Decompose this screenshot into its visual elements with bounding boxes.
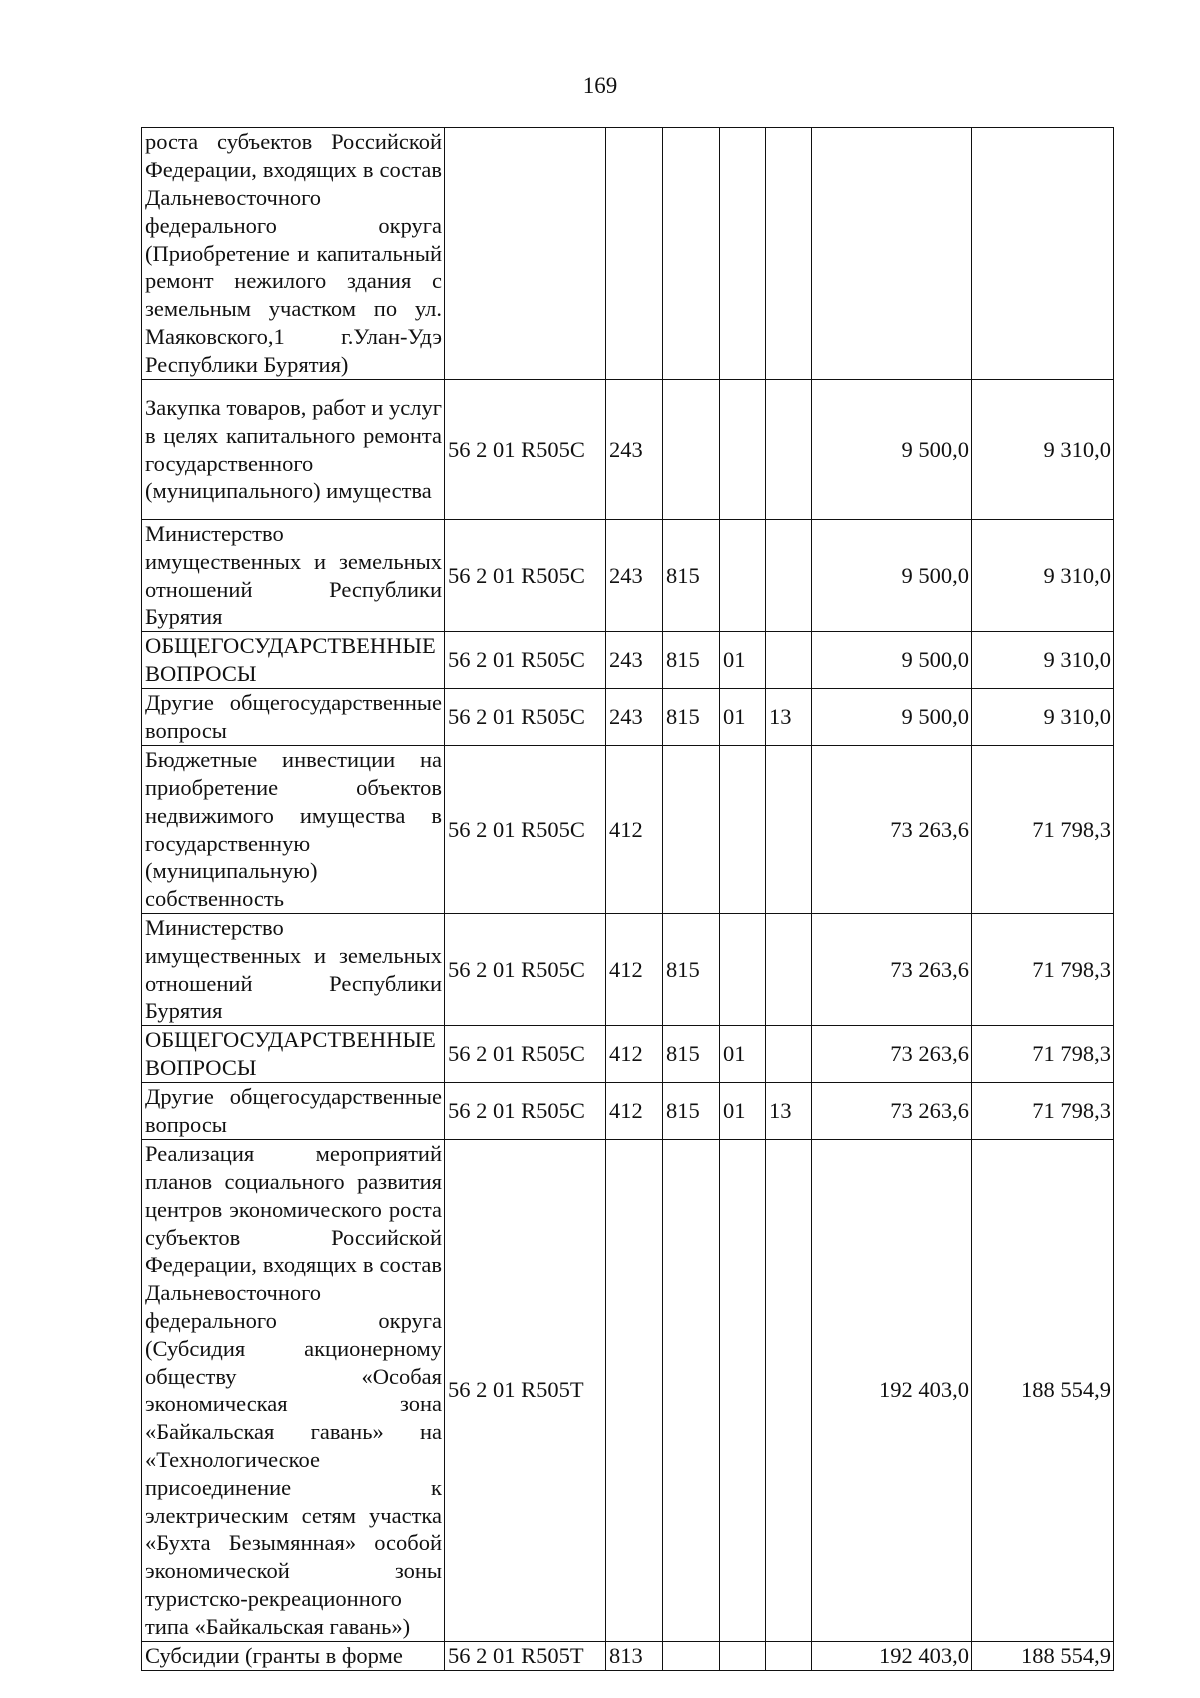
subsection-code-cell — [766, 1026, 812, 1083]
amount-1-cell: 73 263,6 — [812, 1026, 972, 1083]
amount-2-cell: 9 310,0 — [972, 689, 1114, 746]
subsection-code-cell — [766, 746, 812, 914]
amount-2-cell: 71 798,3 — [972, 746, 1114, 914]
ministry-code-cell: 815 — [663, 913, 720, 1025]
expense-type-cell: 243 — [606, 520, 663, 632]
expense-type-cell: 412 — [606, 746, 663, 914]
table-row — [142, 689, 1114, 746]
row-name-cell: Министерство имущественных и земельных отношений Республики Бурятия — [142, 913, 445, 1025]
target-article-cell: 56 2 01 R505C — [445, 1083, 606, 1140]
amount-1-cell: 73 263,6 — [812, 746, 972, 914]
amount-2-cell: 71 798,3 — [972, 1026, 1114, 1083]
target-article-cell — [445, 128, 606, 380]
section-code-cell — [720, 1140, 766, 1641]
subsection-code-cell: 13 — [766, 689, 812, 746]
row-name-cell: Закупка товаров, работ и услуг в целях капитального ремонта государственного (муниципального) имущества — [142, 380, 445, 520]
section-code-cell — [720, 746, 766, 914]
expense-type-cell: 243 — [606, 689, 663, 746]
row-name-cell: Реализация мероприятий планов социального развития центров экономического роста субъектов Российской Федерации, входящих в состав Дальневосточного федерального округа (Субсидия акционерному обществу «Особая экономическая зона «Байкальская гавань» на «Технологическое присоединение к электрическим сетям участка «Бухта Безымянная» особой экономической зоны туристско-рекреационного типа «Байкальская гавань») — [142, 1140, 445, 1641]
ministry-code-cell — [663, 1641, 720, 1670]
amount-1-cell — [812, 128, 972, 380]
section-code-cell — [720, 128, 766, 380]
row-name-cell: ОБЩЕГОСУДАРСТВЕННЫЕ ВОПРОСЫ — [142, 632, 445, 689]
table-row — [142, 1140, 1114, 1641]
ministry-code-cell — [663, 1140, 720, 1641]
row-name-cell: роста субъектов Российской Федерации, входящих в состав Дальневосточного федерального округа (Приобретение и капитальный ремонт нежилого здания с земельным участком по ул. Маяковского,1 г.Улан-Удэ Республики Бурятия) — [142, 128, 445, 380]
table-row — [142, 128, 1114, 380]
section-code-cell: 01 — [720, 689, 766, 746]
subsection-code-cell — [766, 380, 812, 520]
ministry-code-cell: 815 — [663, 689, 720, 746]
subsection-code-cell — [766, 520, 812, 632]
target-article-cell: 56 2 01 R505T — [445, 1140, 606, 1641]
page-number: 169 — [582, 73, 618, 98]
expense-type-cell — [606, 128, 663, 380]
subsection-code-cell — [766, 913, 812, 1025]
section-code-cell — [720, 520, 766, 632]
row-name-cell: Другие общегосударственные вопросы — [142, 689, 445, 746]
row-name-cell: Министерство имущественных и земельных отношений Республики Бурятия — [142, 520, 445, 632]
amount-2-cell: 71 798,3 — [972, 1083, 1114, 1140]
table-row — [142, 1641, 1114, 1670]
amount-1-cell: 192 403,0 — [812, 1140, 972, 1641]
expense-type-cell: 243 — [606, 632, 663, 689]
expense-type-cell: 813 — [606, 1641, 663, 1670]
table-row — [142, 520, 1114, 632]
ministry-code-cell: 815 — [663, 520, 720, 632]
target-article-cell: 56 2 01 R505C — [445, 913, 606, 1025]
amount-2-cell: 9 310,0 — [972, 520, 1114, 632]
amount-2-cell: 71 798,3 — [972, 913, 1114, 1025]
row-name-cell: ОБЩЕГОСУДАРСТВЕННЫЕ ВОПРОСЫ — [142, 1026, 445, 1083]
amount-1-cell: 9 500,0 — [812, 632, 972, 689]
table-row — [142, 913, 1114, 1025]
ministry-code-cell — [663, 380, 720, 520]
amount-1-cell: 73 263,6 — [812, 1083, 972, 1140]
section-code-cell — [720, 913, 766, 1025]
expense-type-cell: 243 — [606, 380, 663, 520]
row-name-cell: Бюджетные инвестиции на приобретение объектов недвижимого имущества в государственную (муниципальную) собственность — [142, 746, 445, 914]
target-article-cell: 56 2 01 R505C — [445, 689, 606, 746]
expense-type-cell: 412 — [606, 1026, 663, 1083]
amount-1-cell: 9 500,0 — [812, 520, 972, 632]
amount-2-cell — [972, 128, 1114, 380]
table-row — [142, 1083, 1114, 1140]
table-row — [142, 1026, 1114, 1083]
ministry-code-cell — [663, 746, 720, 914]
ministry-code-cell: 815 — [663, 632, 720, 689]
target-article-cell: 56 2 01 R505C — [445, 746, 606, 914]
section-code-cell: 01 — [720, 1083, 766, 1140]
amount-2-cell: 188 554,9 — [972, 1641, 1114, 1670]
amount-1-cell: 73 263,6 — [812, 913, 972, 1025]
amount-2-cell: 9 310,0 — [972, 380, 1114, 520]
expense-type-cell — [606, 1140, 663, 1641]
row-name-cell: Другие общегосударственные вопросы — [142, 1083, 445, 1140]
target-article-cell: 56 2 01 R505C — [445, 520, 606, 632]
table-row — [142, 632, 1114, 689]
subsection-code-cell — [766, 128, 812, 380]
expense-type-cell: 412 — [606, 913, 663, 1025]
row-name-cell: Субсидии (гранты в форме — [142, 1641, 445, 1670]
amount-1-cell: 192 403,0 — [812, 1641, 972, 1670]
subsection-code-cell: 13 — [766, 1083, 812, 1140]
amount-1-cell: 9 500,0 — [812, 689, 972, 746]
section-code-cell — [720, 1641, 766, 1670]
target-article-cell: 56 2 01 R505C — [445, 380, 606, 520]
table-row — [142, 380, 1114, 520]
expense-type-cell: 412 — [606, 1083, 663, 1140]
table-row — [142, 746, 1114, 914]
subsection-code-cell — [766, 632, 812, 689]
ministry-code-cell — [663, 128, 720, 380]
target-article-cell: 56 2 01 R505C — [445, 632, 606, 689]
section-code-cell: 01 — [720, 1026, 766, 1083]
amount-1-cell: 9 500,0 — [812, 380, 972, 520]
target-article-cell: 56 2 01 R505C — [445, 1026, 606, 1083]
section-code-cell — [720, 380, 766, 520]
budget-table — [141, 127, 1114, 1671]
ministry-code-cell: 815 — [663, 1083, 720, 1140]
ministry-code-cell: 815 — [663, 1026, 720, 1083]
target-article-cell: 56 2 01 R505T — [445, 1641, 606, 1670]
amount-2-cell: 9 310,0 — [972, 632, 1114, 689]
section-code-cell: 01 — [720, 632, 766, 689]
amount-2-cell: 188 554,9 — [972, 1140, 1114, 1641]
subsection-code-cell — [766, 1140, 812, 1641]
subsection-code-cell — [766, 1641, 812, 1670]
